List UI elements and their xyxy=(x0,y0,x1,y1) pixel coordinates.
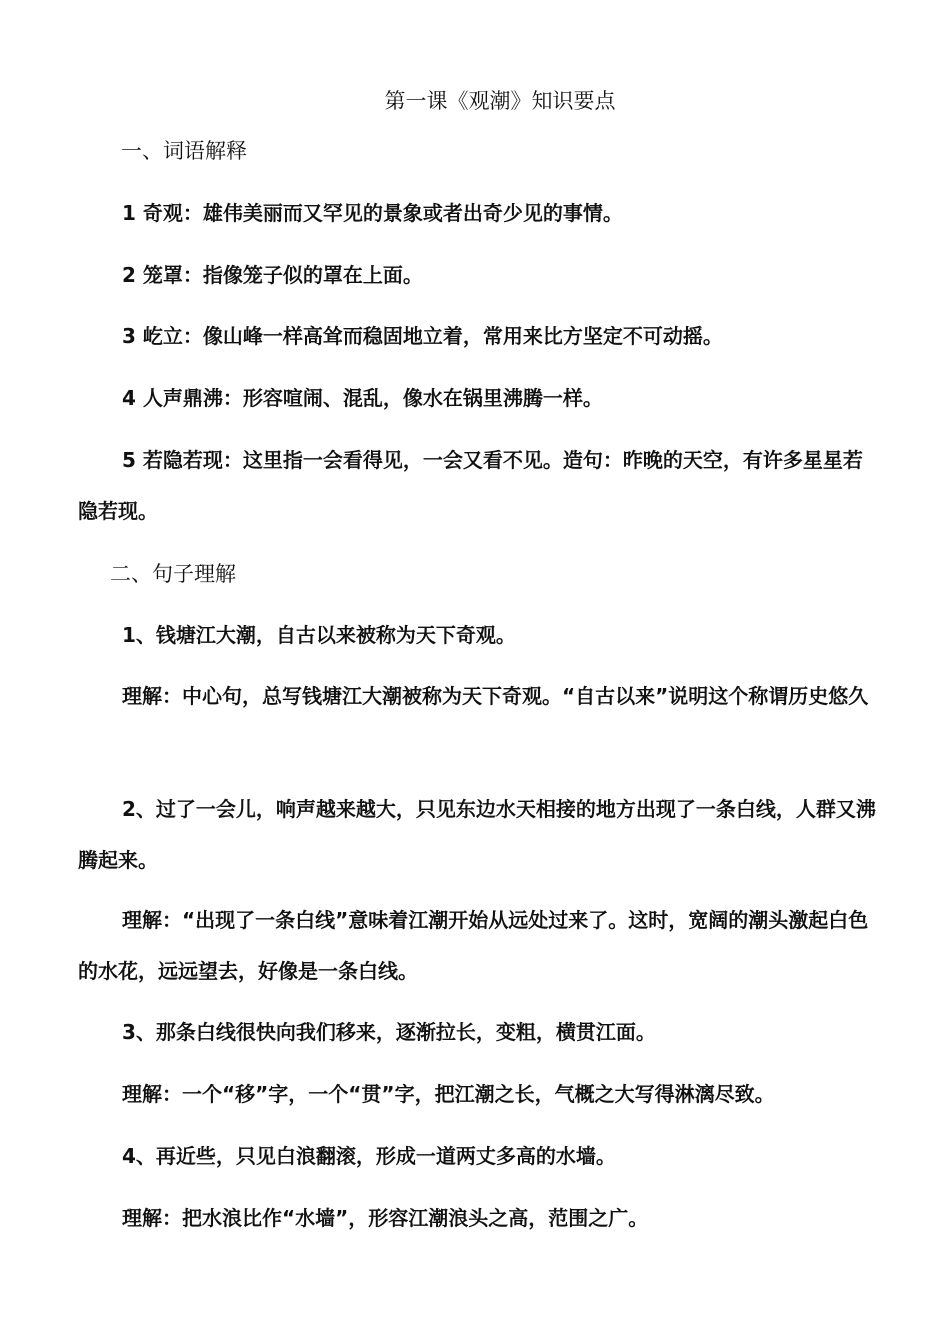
sentence-item-2: 2、过了一会儿，响声越来越大，只见东边水天相接的地方出现了一条白线，人群又沸腾起来。 xyxy=(78,797,876,872)
sentence-explanation-1: 理解：中心句，总写钱塘江大潮被称为天下奇观。“自古以来”说明这个称谓历史悠久 xyxy=(122,684,869,708)
sentence-explanation-3: 理解：一个“移”字，一个“贯”字，把江潮之长，气概之大写得淋漓尽致。 xyxy=(122,1082,775,1106)
vocab-item-4: 4 人声鼎沸：形容喧闹、混乱，像水在锅里沸腾一样。 xyxy=(122,386,603,410)
vocab-item-1: 1 奇观：雄伟美丽而又罕见的景象或者出奇少见的事情。 xyxy=(122,201,623,225)
sentence-item-4: 4、再近些，只见白浪翻滚，形成一道两丈多高的水墙。 xyxy=(122,1144,616,1168)
sentence-item-1: 1、钱塘江大潮，自古以来被称为天下奇观。 xyxy=(122,623,516,647)
vocab-item-5: 5 若隐若现：这里指一会看得见，一会又看不见。造句：昨晚的天空，有许多星星若隐若现。 xyxy=(78,448,863,523)
vocab-item-3: 3 屹立：像山峰一样高耸而稳固地立着，常用来比方坚定不可动摇。 xyxy=(122,324,723,348)
sentence-item-3: 3、那条白线很快向我们移来，逐渐拉长，变粗，横贯江面。 xyxy=(122,1020,656,1044)
sentence-explanation-2: 理解：“出现了一条白线”意味着江潮开始从远处过来了。这时，宽阔的潮头激起白色的水花，远远望去，好像是一条白线。 xyxy=(78,908,869,983)
page-title: 第一课《观潮》知识要点 xyxy=(384,89,616,113)
section-heading-vocabulary: 一、词语解释 xyxy=(121,139,247,163)
sentence-explanation-4: 理解：把水浪比作“水墙”，形容江潮浪头之高，范围之广。 xyxy=(122,1206,649,1230)
vocab-item-2: 2 笼罩：指像笼子似的罩在上面。 xyxy=(122,263,423,287)
section-heading-sentences: 二、句子理解 xyxy=(110,562,236,586)
